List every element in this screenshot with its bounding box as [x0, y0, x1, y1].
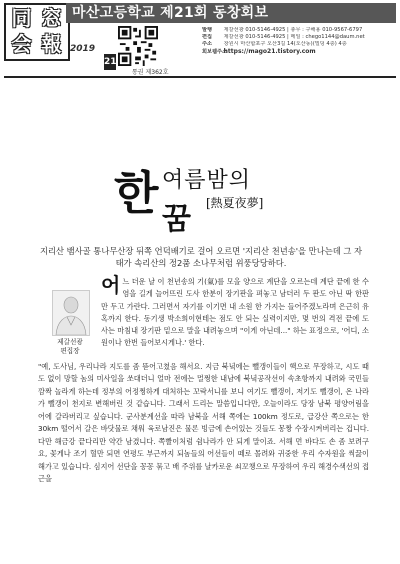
author-name: 제갈선광 — [57, 338, 83, 346]
dropcap: 어 — [101, 273, 121, 297]
calligraphy-small-chars: 여름밤의 — [162, 168, 252, 193]
info-row — [202, 41, 398, 48]
newsletter-header — [0, 0, 400, 76]
issue-label: 통권 제362호 — [132, 69, 169, 76]
story-opening — [101, 273, 369, 350]
logo-char: 報 — [41, 32, 62, 56]
newsletter-title: 마산고등학교 제21회 동창회보 — [66, 3, 396, 23]
qr-code-icon[interactable] — [118, 26, 158, 66]
publisher-info — [202, 27, 398, 56]
info-row — [202, 27, 398, 34]
info-row — [202, 48, 398, 56]
calligraphy-big-char: 한 — [114, 166, 159, 220]
info-key: 편집 — [202, 34, 213, 40]
logo-char: 同 — [11, 6, 32, 30]
calligraphy-hanja: [熱夏夜夢] — [206, 196, 264, 210]
logo-char: 会 — [11, 32, 32, 56]
alumni-logo — [4, 3, 70, 61]
info-row — [202, 34, 398, 41]
issue-number-badge: 21 — [104, 54, 116, 70]
lead-paragraph: 지리산 뱀사골 통나무산장 뒤쪽 언덕배기로 걸어 오르면 '지리산 천년송'을 만나는데 그 자태가 속리산의 정2품 소나무처럼 위풍당당하다. — [39, 246, 363, 268]
website-link[interactable]: https://mago21.tistory.com — [223, 48, 316, 55]
author-caption — [52, 338, 88, 356]
info-value: 제갈선광 010-5146-4925 | 메일 : chego1144@daum.net — [223, 34, 365, 40]
info-key: 회보웹주소 — [202, 49, 228, 55]
calligraphy-title — [112, 147, 302, 239]
logo-char: 窓 — [41, 6, 62, 30]
author-photo-block — [52, 290, 88, 356]
info-key: 발행 — [202, 27, 213, 33]
info-value: 제갈선광 010-5146-4925 | 총무 : 구해용 010-9567-6797 — [223, 27, 363, 33]
author-role: 편집장 — [60, 347, 80, 355]
info-value: 창원시 마산합포구 오산3길 14(오산동)(빌딩 4층) 4층 — [223, 41, 347, 47]
logo-year: 2019 — [70, 44, 96, 54]
story-continuation: "예, 도사님, 우리나라 지도를 좀 뜯어고쳤음 해서요. 지금 북녘에는 뺄갱이들이 핵으로 무장하고, 시도 때도 없이 망할 놈의 미사일을 쏘대더니 얼마 전에는 멀쩡한 내남에 북녘공작선이 속초항까지 내려와 국민들 깜짝 놀라게 하는데 정부의 어정쩡하게 대처하는 꼬락서니를 보니 여기도 뺄갱이, 저기도 뺄갱이, 온 나라가 뺄갱이 천지로 변해버린 것 같습니다. 그래서 드리는 말씀입니다만, 오늘이라도 당장 남북 평양어림을 어에 갈라버리고 싶습니다. 군사분계선을 따라 남북을 서해 쪽에는 100km 정도로, 급강산 쪽으로는 한 30km 떨어서 갈은 바닷물로 채워 육로남진은 물론 빙금에 손어있는 것들도 몽짱 수장시켜버리는 겁니다. 다만 해금강 끝다리만 약간 남겼니다. 쪽빨이처럼 쉼나라가 안 되게 말이죠. 서해 먼 바다도 손 좀 보려구요, 꽃게나 조기 혈만 되면 연평도 부근까지 되놈들의 어선들이 떼로 몰려와 귀중한 우리 수자원을 씩끓이해가고 있습니다. 심지어 선단을 꽁꽁 묶고 배 주위를 날카로운 쇠꼬챙으로 무장하여 우리 해경수색선의 접근을 — [38, 362, 369, 484]
story-text: 느 더운 날 이 천년송의 기(氣)를 모을 양으로 계단을 오르는데 계단 끝에 한 수염을 길게 늘어뜨린 도사 한분이 장기판을 펴놓고 남더러 두 판도 아닌 딱 한판만 두고 가란다. 그러면서 자기를 이기면 내 소원 한 가지는 들어주겠노라며 은근히 유혹까지 한다. 동기생 박소희이현테는 점도 안 되는 실력이지만, 몇 번의 격전 끝에 도사는 마침내 장기판 밑으로 말을 내려놓으며 "이게 아닌데..." 하는 표정으로, '어디, 소원이나 한번 들어보시게나.' 한다. — [101, 277, 369, 348]
header-divider — [4, 76, 396, 78]
author-photo — [52, 290, 90, 336]
calligraphy-end-char: 꿈 — [162, 202, 191, 237]
info-key: 주소 — [202, 41, 213, 47]
